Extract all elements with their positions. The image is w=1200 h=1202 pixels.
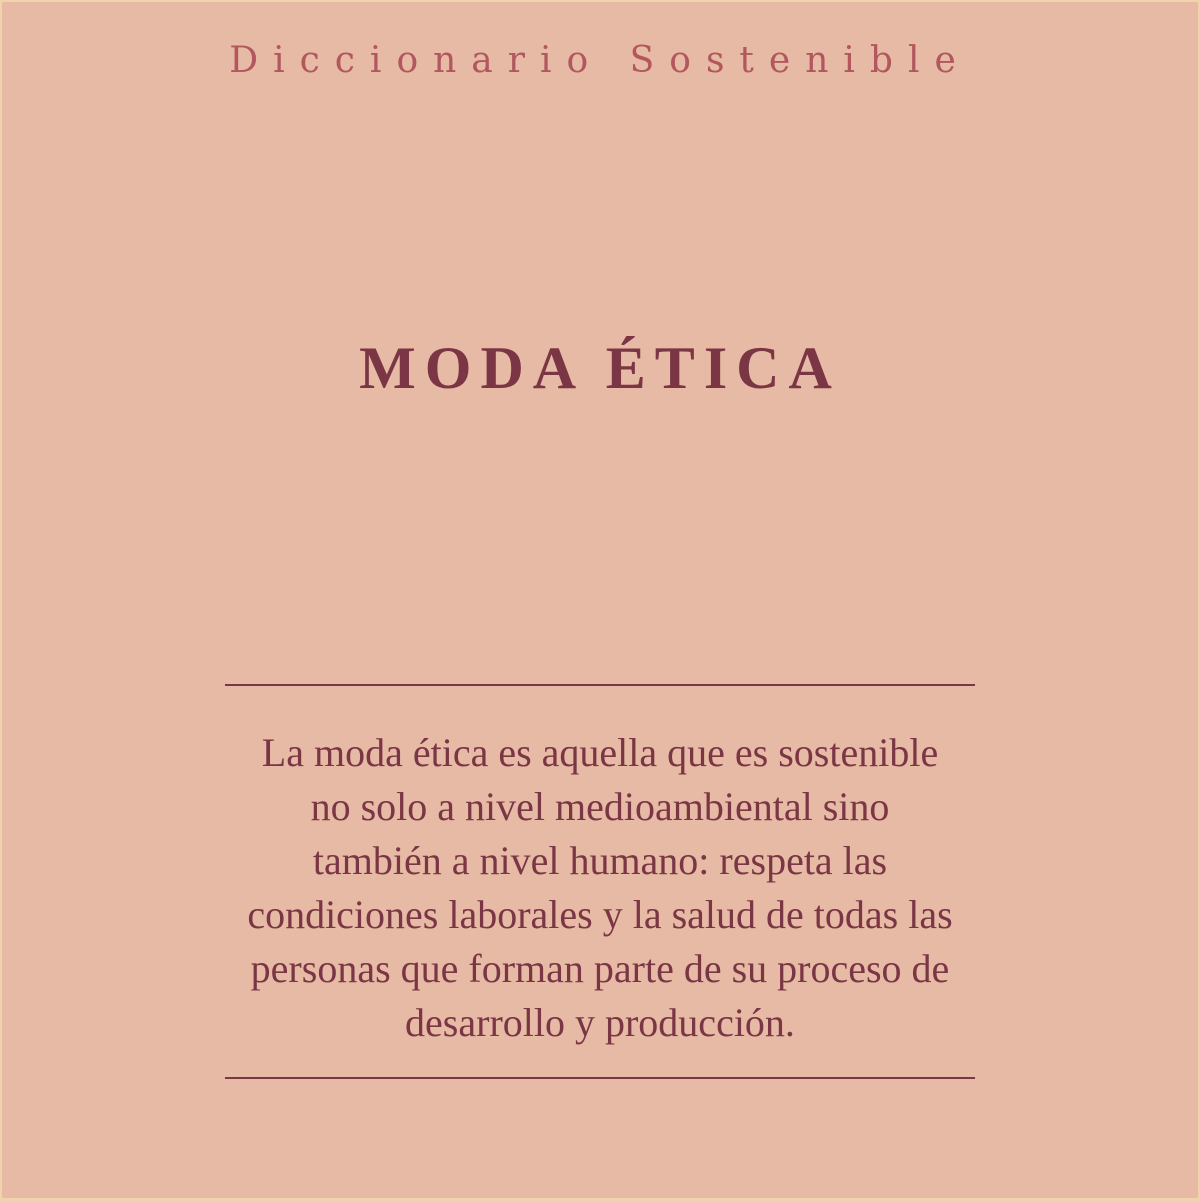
definition-line: personas que forman parte de su proceso de — [250, 946, 950, 991]
definition-line: La moda ética es aquella que es sostenible — [261, 730, 939, 775]
series-title: Diccionario Sostenible — [229, 40, 971, 81]
definition-line: desarrollo y producción. — [405, 1000, 795, 1045]
definition-line: condiciones laborales y la salud de todas las — [247, 892, 953, 937]
bottom-divider — [225, 1077, 975, 1079]
term-title: MODA ÉTICA — [359, 335, 841, 401]
definition-line: no solo a nivel medioambiental sino — [310, 784, 890, 829]
definition-line: también a nivel humano: respeta las — [312, 838, 888, 883]
top-divider — [225, 684, 975, 686]
dictionary-card — [2, 2, 1198, 1198]
term-definition — [202, 726, 998, 1050]
